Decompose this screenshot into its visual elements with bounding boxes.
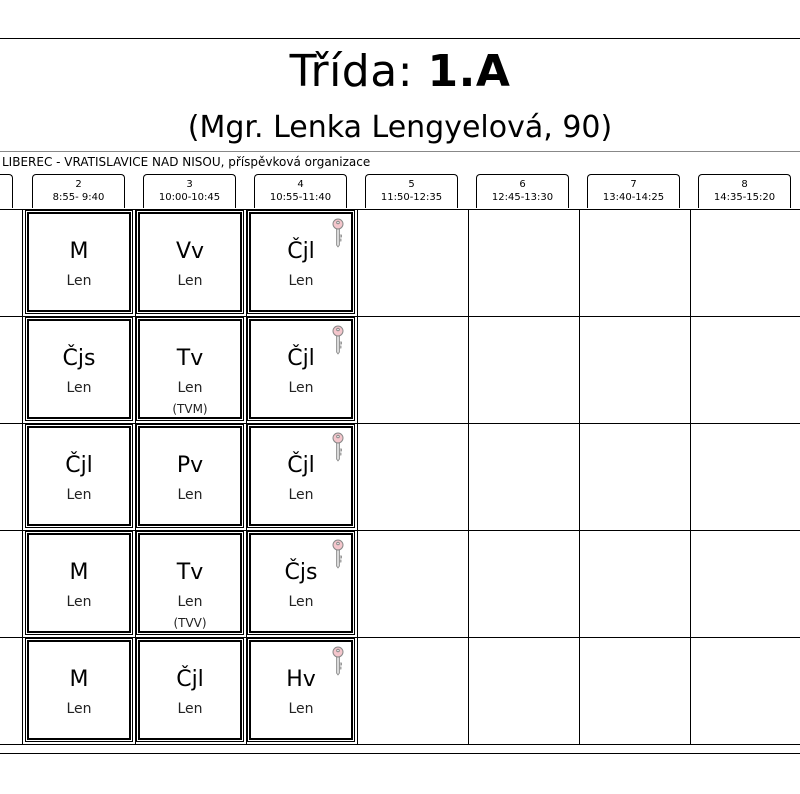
- page-subtitle: (Mgr. Lenka Lengyelová, 90): [187, 110, 613, 145]
- lesson-subject: M: [69, 667, 89, 692]
- lesson-subject: Čjl: [176, 667, 204, 692]
- grid-row-line: [0, 530, 800, 531]
- period-header: [587, 174, 680, 208]
- lesson-teacher: Len: [288, 487, 314, 503]
- lesson-subject: Čjs: [62, 346, 96, 371]
- top-rule: [0, 38, 800, 39]
- bottom-rule: [0, 753, 800, 754]
- period-number: 7: [630, 179, 637, 190]
- school-name: LIBEREC - VRATISLAVICE NAD NISOU, příspěvková organizace: [2, 155, 371, 169]
- period-header: [476, 174, 569, 208]
- lesson-subject: Pv: [176, 453, 204, 478]
- lesson-teacher: Len: [288, 273, 314, 289]
- lesson-cell[interactable]: [249, 640, 353, 740]
- lesson-cell[interactable]: [138, 426, 242, 526]
- grid-row-line: [0, 423, 800, 424]
- lesson-subject: Čjs: [284, 560, 318, 585]
- lesson-group: (TVM): [172, 402, 208, 416]
- lesson-teacher: Len: [288, 594, 314, 610]
- header-rule: [0, 151, 800, 152]
- period-header: [32, 174, 125, 208]
- lesson-teacher: Len: [66, 594, 92, 610]
- key-icon: [331, 218, 345, 248]
- lesson-cell[interactable]: [138, 319, 242, 419]
- grid-row-line: [0, 637, 800, 638]
- lesson-subject: Čjl: [287, 239, 315, 264]
- period-time: 10:55-11:40: [269, 192, 332, 203]
- lesson-cell[interactable]: [27, 533, 131, 633]
- lesson-group: (TVV): [173, 616, 207, 630]
- key-icon: [331, 539, 345, 569]
- lesson-teacher: Len: [177, 380, 203, 396]
- lesson-cell[interactable]: [27, 426, 131, 526]
- period-header: [143, 174, 236, 208]
- period-time: 13:40-14:25: [602, 192, 665, 203]
- period-header: [698, 174, 791, 208]
- lesson-cell[interactable]: [249, 426, 353, 526]
- period-number: 5: [408, 179, 415, 190]
- title-prefix: Třída:: [289, 46, 428, 97]
- period-number: 8: [741, 179, 748, 190]
- lesson-cell[interactable]: [27, 319, 131, 419]
- grid-row-line: [0, 316, 800, 317]
- lesson-subject: Hv: [286, 667, 316, 692]
- grid-col-line: [22, 209, 23, 744]
- lesson-cell[interactable]: [138, 533, 242, 633]
- lesson-cell[interactable]: [249, 212, 353, 312]
- grid-row-line: [0, 209, 800, 210]
- lesson-cell[interactable]: [138, 640, 242, 740]
- lesson-subject: Čjl: [65, 453, 93, 478]
- lesson-teacher: Len: [66, 273, 92, 289]
- grid-col-line: [579, 209, 580, 744]
- lesson-subject: Čjl: [287, 346, 315, 371]
- class-name: 1.A: [427, 46, 511, 97]
- lesson-teacher: Len: [66, 380, 92, 396]
- lesson-teacher: Len: [177, 487, 203, 503]
- lesson-cell[interactable]: [27, 212, 131, 312]
- lesson-teacher: Len: [177, 594, 203, 610]
- lesson-subject: Tv: [176, 560, 204, 585]
- grid-row-line: [0, 744, 800, 745]
- lesson-teacher: Len: [66, 487, 92, 503]
- period-number: 3: [186, 179, 193, 190]
- lesson-teacher: Len: [177, 701, 203, 717]
- lesson-teacher: Len: [66, 701, 92, 717]
- grid-col-line: [690, 209, 691, 744]
- period-time: 12:45-13:30: [491, 192, 554, 203]
- period-time: 11:50-12:35: [380, 192, 443, 203]
- period-header: [365, 174, 458, 208]
- grid-col-line: [357, 209, 358, 744]
- grid-col-line: [246, 209, 247, 744]
- period-time: 8:55- 9:40: [52, 192, 105, 203]
- lesson-subject: Tv: [176, 346, 204, 371]
- period-number: 2: [75, 179, 82, 190]
- page-title: [0, 44, 800, 100]
- period-number: 6: [519, 179, 526, 190]
- lesson-teacher: Len: [288, 701, 314, 717]
- period-number: 4: [297, 179, 304, 190]
- key-icon: [331, 432, 345, 462]
- lesson-cell[interactable]: [27, 640, 131, 740]
- lesson-subject: M: [69, 560, 89, 585]
- period-header: [254, 174, 347, 208]
- lesson-cell[interactable]: [249, 533, 353, 633]
- key-icon: [331, 325, 345, 355]
- period-header-partial: [0, 174, 13, 208]
- key-icon: [331, 646, 345, 676]
- lesson-subject: M: [69, 239, 89, 264]
- period-time: 10:00-10:45: [158, 192, 221, 203]
- lesson-teacher: Len: [288, 380, 314, 396]
- lesson-cell[interactable]: [138, 212, 242, 312]
- grid-col-line: [135, 209, 136, 744]
- lesson-cell[interactable]: [249, 319, 353, 419]
- period-time: 14:35-15:20: [713, 192, 776, 203]
- lesson-teacher: Len: [177, 273, 203, 289]
- lesson-subject: Vv: [175, 239, 205, 264]
- grid-col-line: [468, 209, 469, 744]
- lesson-subject: Čjl: [287, 453, 315, 478]
